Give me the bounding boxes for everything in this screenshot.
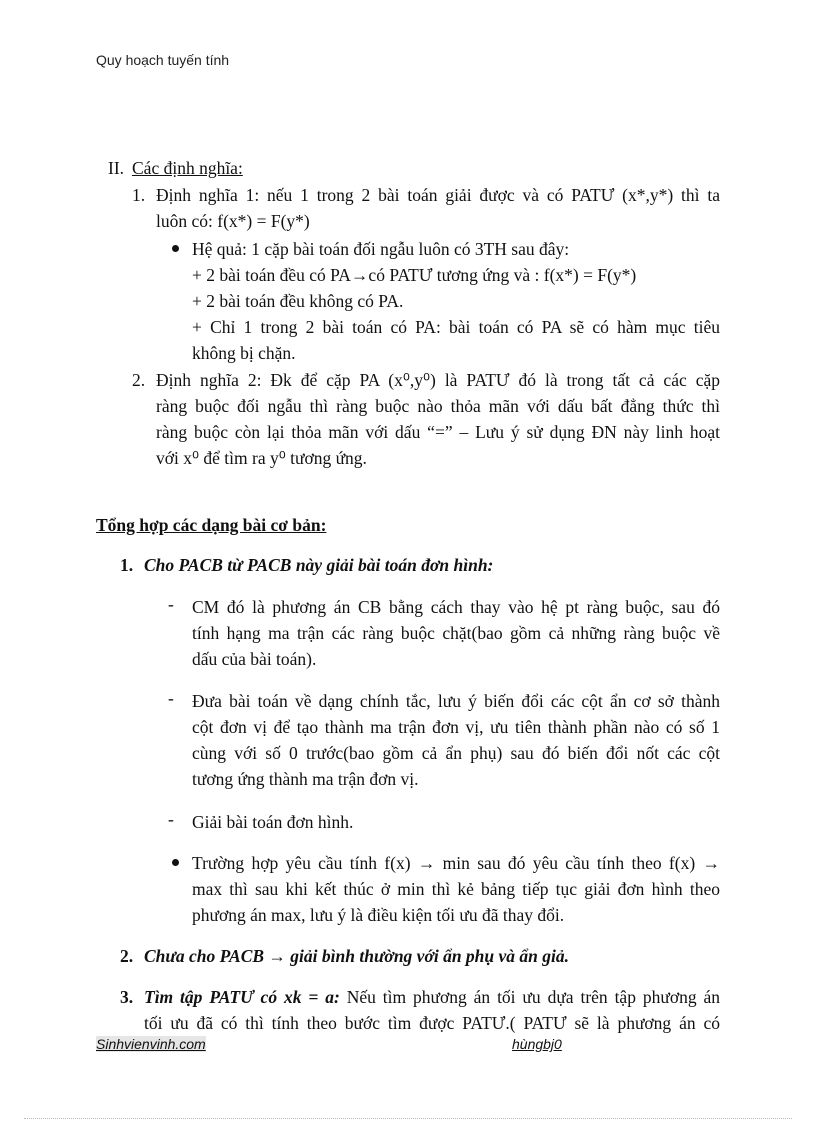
running-header: Quy hoạch tuyến tính	[96, 52, 230, 68]
bullet-line-3: phương án max, lưu ý là điều kiện tối ưu đã thay đổi.	[192, 905, 565, 925]
footer-site: Sinhvienvinh.com	[96, 1036, 206, 1052]
section-number: II.	[108, 158, 125, 178]
dash1-line-1: CM đó là phương án CB bằng cách thay vào hệ pt ràng buộc, sau đó	[192, 597, 720, 617]
corollary-line-5: không bị chặn.	[192, 343, 296, 363]
def1-line-1: Định nghĩa 1: nếu 1 trong 2 bài toán giải được và có PATƯ (x*,y*) thì ta	[156, 185, 720, 205]
def2-line-3: ràng buộc còn lại thỏa mãn với dấu “=” – Lưu ý sử dụng ĐN này linh hoạt	[156, 422, 720, 442]
item3-line-1	[144, 984, 720, 1010]
page-divider	[24, 1118, 792, 1119]
corollary-line-4: + Chỉ 1 trong 2 bài toán có PA: bài toán có PA sẽ có hàm mục tiêu	[192, 317, 720, 337]
corollary-line-1: Hệ quả: 1 cặp bài toán đối ngẫu luôn có 3TH sau đây:	[192, 239, 570, 259]
dash2-line-4: tương ứng thành ma trận đơn vị.	[192, 769, 419, 789]
section-heading: Các định nghĩa:	[132, 158, 243, 178]
dash-marker: -	[168, 688, 174, 708]
bullet-line-2: max thì sau khi kết thúc ở min thì kẻ bảng tiếp tục giải đơn hình theo	[192, 879, 720, 899]
item1-title: Cho PACB từ PACB này giải bài toán đơn hình:	[144, 555, 494, 575]
corollary-line-3: + 2 bài toán đều không có PA.	[192, 291, 404, 311]
dash2-line-3: cùng với số 0 trước(bao gồm cả ẩn phụ) sau đó biến đổi nốt các cột	[192, 743, 720, 763]
item3-number: 3.	[120, 987, 134, 1007]
dash1-line-2: tính hạng ma trận các ràng buộc chặt(bao gồm cả những ràng buộc về	[192, 623, 720, 643]
dash3-line-1: Giải bài toán đơn hình.	[192, 812, 354, 832]
def2-line-2: ràng buộc đối ngẫu thì ràng buộc nào thỏa mãn với dấu bất đẳng thức thì	[156, 396, 720, 416]
def2-line-1: Định nghĩa 2: Đk để cặp PA (x⁰,y⁰) là PATƯ đó là trong tất cả các cặp	[156, 370, 720, 390]
corollary-line-2: + 2 bài toán đều có PA→có PATƯ tương ứng và : f(x*) = F(y*)	[192, 265, 637, 285]
footer-author: hùngbj0	[512, 1036, 562, 1052]
item3-title: Tìm tập PATƯ có xk = a:	[144, 987, 340, 1007]
bullet-icon	[172, 859, 179, 866]
bullet-line-1: Trường hợp yêu cầu tính f(x) → min sau đó yêu cầu tính theo f(x) →	[192, 853, 720, 873]
bullet-icon	[172, 245, 179, 252]
item2-number: 2.	[120, 946, 134, 966]
item2-title: Chưa cho PACB → giải bình thường với ẩn phụ và ẩn giả.	[144, 946, 570, 966]
dash-marker: -	[168, 594, 174, 614]
item1-number: 1.	[120, 555, 134, 575]
item3-line-2: tối ưu đã có thì tính theo bước tìm được PATƯ.( PATƯ sẽ là phương án có	[144, 1013, 720, 1033]
def1-number: 1.	[132, 185, 146, 205]
dash2-line-1: Đưa bài toán về dạng chính tắc, lưu ý biến đổi các cột ẩn cơ sở thành	[192, 691, 720, 711]
summary-heading: Tổng hợp các dạng bài cơ bản:	[96, 515, 327, 535]
def1-line-2: luôn có: f(x*) = F(y*)	[156, 211, 310, 231]
dash1-line-3: dấu của bài toán).	[192, 649, 317, 669]
item3-line-1-rest: Nếu tìm phương án tối ưu dựa trên tập phương án	[346, 987, 720, 1007]
def2-line-4: với x⁰ để tìm ra y⁰ tương ứng.	[156, 448, 367, 468]
dash-marker: -	[168, 809, 174, 829]
def2-number: 2.	[132, 370, 146, 390]
dash2-line-2: cột đơn vị để tạo thành ma trận đơn vị, ưu tiên thành phần nào có số 1	[192, 717, 720, 737]
